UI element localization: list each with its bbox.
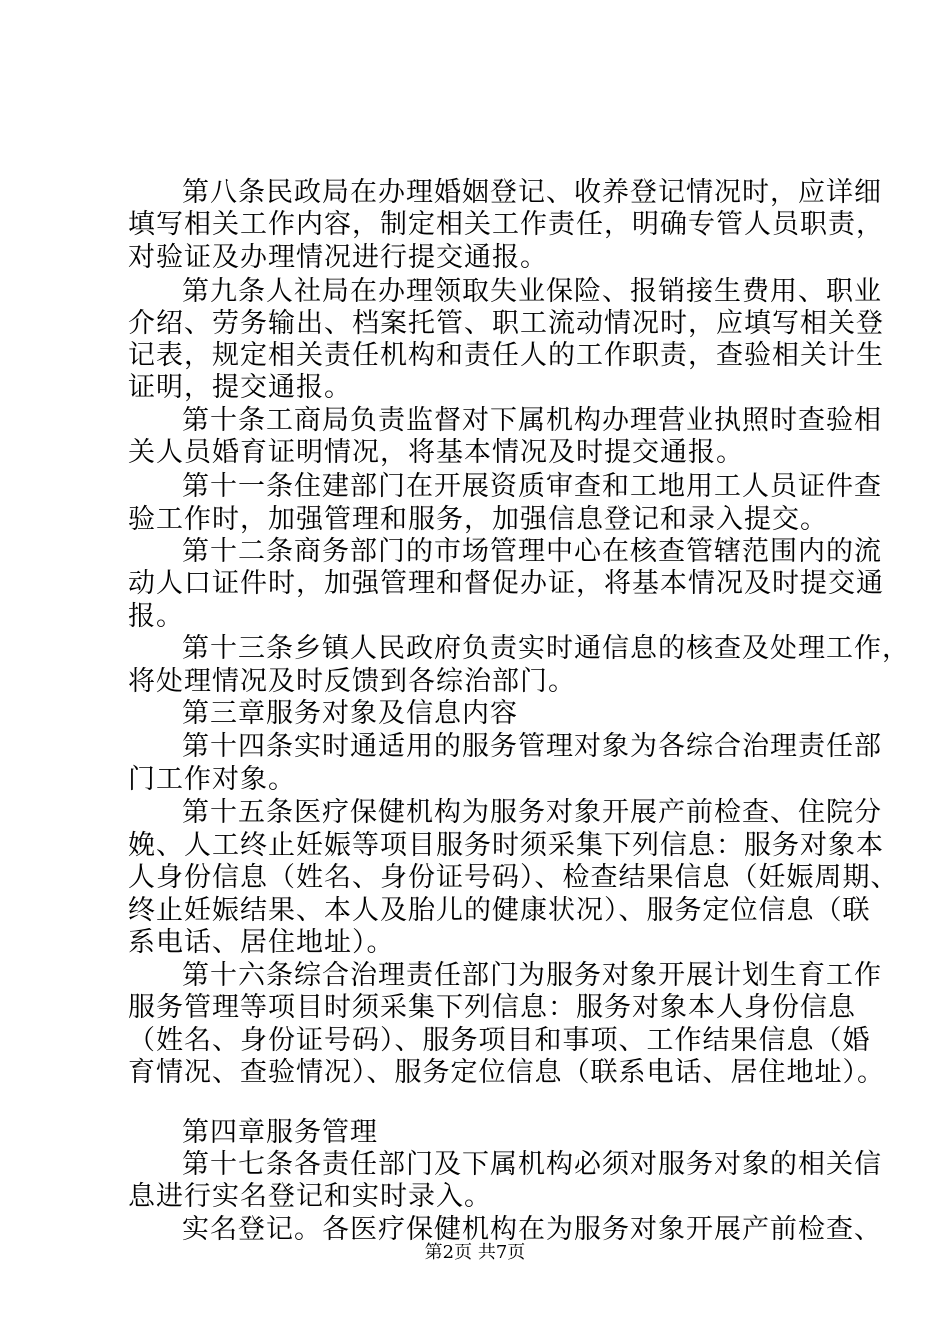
- text-line: 第十四条实时通适用的服务管理对象为各综合治理责任部: [182, 731, 882, 762]
- text-line: 动人口证件时，加强管理和督促办证，将基本情况及时提交通: [128, 568, 884, 599]
- text-line: 息进行实名登记和实时录入。: [128, 1181, 492, 1212]
- text-line: 第九条人社局在办理领取失业保险、报销接生费用、职业: [182, 276, 882, 307]
- chapter-heading: 第四章服务管理: [182, 1117, 378, 1148]
- text-line: 第十七条各责任部门及下属机构必须对服务对象的相关信: [182, 1149, 882, 1180]
- text-line: 第十五条医疗保健机构为服务对象开展产前检查、住院分: [182, 797, 882, 828]
- page-number: 第2页 共7页: [424, 1242, 526, 1263]
- text-line: 育情况、查验情况）、服务定位信息（联系电话、居住地址）。: [128, 1057, 885, 1088]
- page-footer: [0, 1242, 950, 1264]
- text-line: 验工作时，加强管理和服务，加强信息登记和录入提交。: [128, 504, 828, 535]
- text-line: 第十二条商务部门的市场管理中心在核查管辖范围内的流: [182, 536, 882, 567]
- text-line: 填写相关工作内容，制定相关工作责任，明确专管人员职责，: [128, 209, 884, 240]
- text-line: 记表，规定相关责任机构和责任人的工作职责，查验相关计生: [128, 340, 884, 371]
- text-line: 服务管理等项目时须采集下列信息：服务对象本人身份信息: [128, 992, 856, 1023]
- text-line: 第十三条乡镇人民政府负责实时通信息的核查及处理工作，: [182, 633, 910, 664]
- chapter-heading: 第三章服务对象及信息内容: [182, 698, 518, 729]
- text-line: 关人员婚育证明情况，将基本情况及时提交通报。: [128, 437, 744, 468]
- text-line: 娩、人工终止妊娠等项目服务时须采集下列信息：服务对象本: [128, 830, 884, 861]
- text-line: 系电话、居住地址）。: [128, 927, 395, 958]
- text-line: 第十条工商局负责监督对下属机构办理营业执照时查验相: [182, 405, 882, 436]
- text-line: 第十六条综合治理责任部门为服务对象开展计划生育工作: [182, 960, 882, 991]
- text-line: 对验证及办理情况进行提交通报。: [128, 242, 548, 273]
- text-line: 介绍、劳务输出、档案托管、职工流动情况时，应填写相关登: [128, 308, 884, 339]
- text-line: 人身份信息（姓名、身份证号码）、检查结果信息（妊娠周期、: [128, 862, 899, 893]
- text-line: 报。: [128, 601, 184, 632]
- text-line: 将处理情况及时反馈到各综治部门。: [128, 666, 576, 697]
- text-line: 终止妊娠结果、本人及胎儿的健康状况）、服务定位信息（联: [128, 895, 871, 926]
- text-line: 证明，提交通报。: [128, 372, 352, 403]
- text-line: 第八条民政局在办理婚姻登记、收养登记情况时，应详细: [182, 177, 882, 208]
- text-line: 第十一条住建部门在开展资质审查和工地用工人员证件查: [182, 471, 882, 502]
- text-line: （姓名、身份证号码）、服务项目和事项、工作结果信息（婚: [128, 1025, 871, 1056]
- text-line: 门工作对象。: [128, 764, 296, 795]
- text-line: 实名登记。各医疗保健机构在为服务对象开展产前检查、: [182, 1214, 882, 1245]
